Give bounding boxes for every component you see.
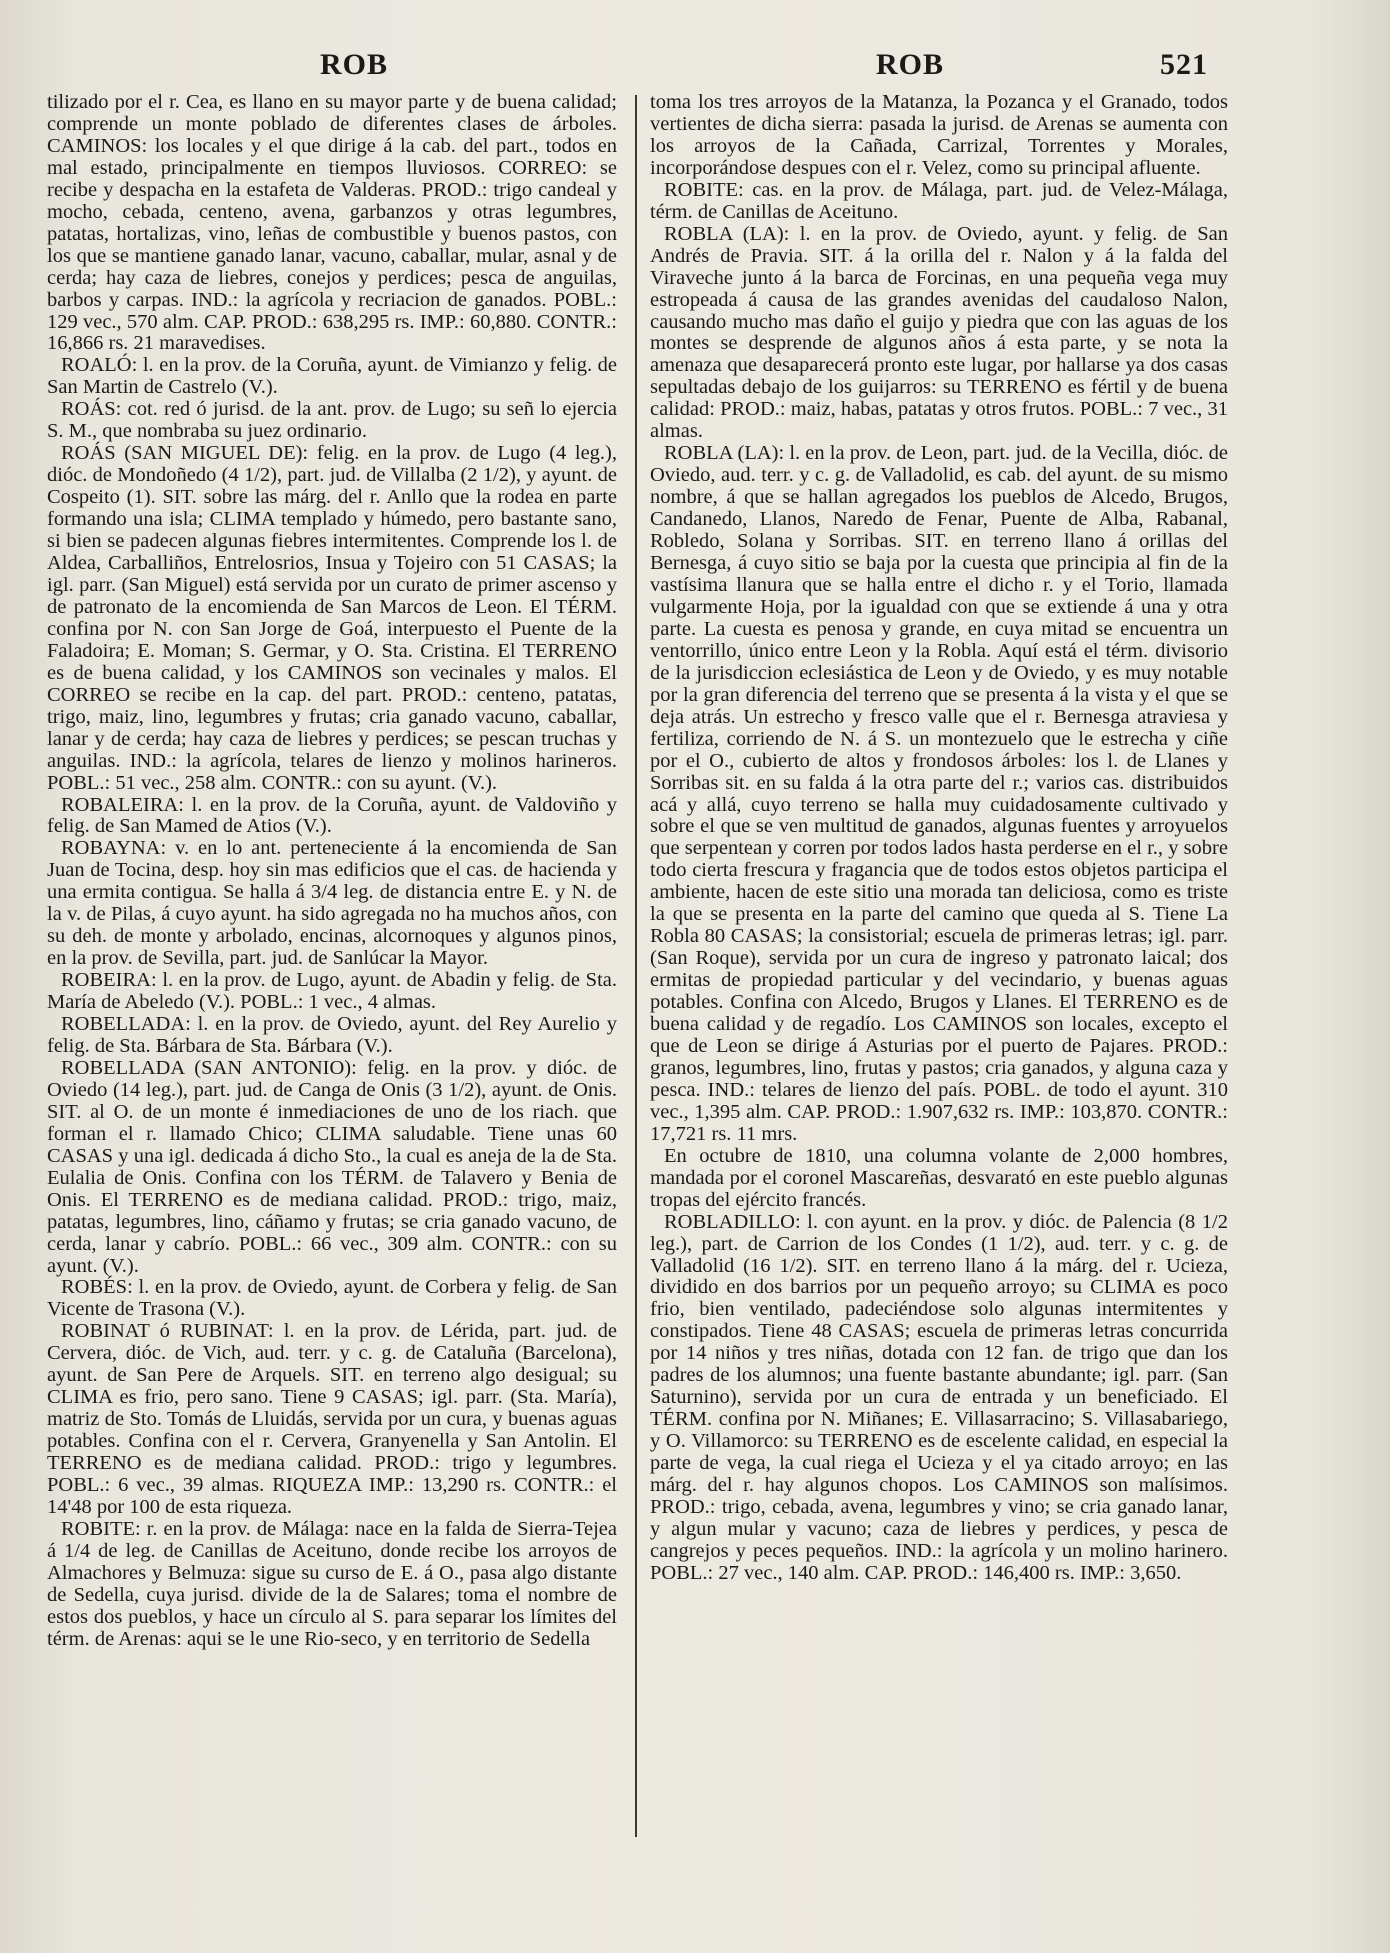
entry-robite-continuation: toma los tres arroyos de la Matanza, la Pozanca y el Granado, todos vertientes de dicha sierra: pasada la jurisd. de Arenas se aumenta con los arroyos de la Cañada, Carrizal, Torrentes y Morales, incorporándose despues con el r. Velez, como su principal afluente. xyxy=(650,92,1228,179)
entry-robeira: ROBEIRA: l. en la prov. de Lugo, ayunt. de Abadin y felig. de Sta. María de Abeledo (V.). POBL.: 1 vec., 4 almas. xyxy=(47,969,617,1014)
entry-roalo: ROALÓ: l. en la prov. de la Coruña, ayunt. de Vimianzo y felig. de San Martin de Castrelo (V.). xyxy=(47,354,617,399)
entry-robla-leon: ROBLA (LA): l. en la prov. de Leon, part. jud. de la Vecilla, dióc. de Oviedo, aud. terr. y c. g. de Valladolid, es cab. del ayunt. de su mismo nombre, á que se hallan agregados los pueblos de Alcedo, Brugos, Candanedo, Llanos, Naredo de Fenar, Puente de Alba, Rabanal, Robledo, Solana y Sorribas. SIT. en terreno llano á orillas del Bernesga, á cuyo sitio se baja por la cuesta que principia al fin de la vastísima llanura que se halla entre el dicho r. y el Torio, llamada vulgarmente Hoja, por la igualdad con que se extiende á una y otra parte. La cuesta es penosa y grande, en cuya mitad se encuentra un ventorrillo, único entre Leon y la Robla. Aquí está el térm. divisorio de la jurisdiccion eclesiástica de Leon y de Oviedo, y es muy notable por la gran diferencia del terreno que se presenta á la vista y el que se deja atrás. Un estrecho y fresco valle que el r. Bernesga atraviesa y fertiliza, corriendo de N. á S. un montezuelo que le estrecha y ciñe por el O., cubierto de altos y frondosos árboles: los l. de Llanes y Sorribas sit. en su falda á la otra parte del r.; varios cas. distribuidos acá y allá, cuyo terreno se halla muy cuidadosamente cultivado y sobre el que se ven multitud de ganados, algunas fuentes y arroyuelos que serpentean y corren por todos lados hasta perderse en el r., y sobre todo cierta frescura y fragancia que de todos estos objetos participa el ambiente, hacen de este sitio una morada tan deliciosa, como es triste la que se presenta en la parte del camino que queda al S. Tiene La Robla 80 CASAS; la consistorial; escuela de primeras letras; igl. parr. (San Roque), servida por un cura de ingreso y patronato laical; dos ermitas de propiedad particular y del vecindario, y buenas aguas potables. Confina con Alcedo, Brugos y Llanes. El TERRENO es de buena calidad y de regadío. Los CAMINOS son locales, excepto el que de Leon se dirige á Asturias por el puerto de Pajares. PROD.: granos, legumbres, lino, frutas y pastos; cria ganados, y alguna caza y pesca. IND.: telares de lienzo del país. POBL. de todo el ayunt. 310 vec., 1,395 alm. CAP. PROD.: 1.907,632 rs. IMP.: 103,870. CONTR.: 17,721 rs. 11 mrs. xyxy=(650,442,1228,1145)
running-header xyxy=(0,48,1390,88)
entry-robladillo: ROBLADILLO: l. con ayunt. en la prov. y dióc. de Palencia (8 1/2 leg.), part. de Carrion de los Condes (1 1/2), aud. terr. y c. g. de Valladolid (16 1/2). SIT. en terreno llano á la márg. del r. Ucieza, dividido en dos barrios por un pequeño arroyo; su CLIMA es poco frio, bien ventilado, padeciéndose solo algunas intermitentes y constipados. Tiene 48 CASAS; escuela de primeras letras concurrida por 14 niños y tres niñas, dotada con 12 fan. de trigo que dan los padres de los alumnos; una fuente bastante abundante; igl. parr. (San Saturnino), servida por un cura de entrada y un beneficiado. El TÉRM. confina por N. Miñanes; E. Villasarracino; S. Villasabariego, y O. Villamorco: su TERRENO es de escelente calidad, en especial la parte de vega, la cual riega el Ucieza y el ya citado arroyo; en las márg. del r. hay algunos chopos. Los CAMINOS son malísimos. PROD.: trigo, cebada, avena, legumbres y vino; se cria ganado lanar, y algun mular y vacuno; caza de liebres y perdices, y pesca de cangrejos y peces pequeños. IND.: la agrícola y un molino harinero. POBL.: 27 vec., 140 alm. CAP. PROD.: 146,400 rs. IMP.: 3,650. xyxy=(650,1210,1228,1584)
entry-continuation: tilizado por el r. Cea, es llano en su mayor parte y de buena calidad; comprende un monte poblado de diferentes clases de árboles. CAMINOS: los locales y el que dirige á la cab. del part., todos en mal estado, principalmente en tiempos lluviosos. CORREO: se recibe y despacha en la estafeta de Valderas. PROD.: trigo candeal y mocho, cebada, centeno, avena, garbanzos y otras legumbres, patatas, hortalizas, vino, leñas de combustible y buenos pastos, con los que se mantiene ganado lanar, vacuno, caballar, mular, asnal y de cerda; hay caza de liebres, conejos y perdices; pesca de anguilas, barbos y carpas. IND.: la agrícola y recriacion de ganados. POBL.: 129 vec., 570 alm. CAP. PROD.: 638,295 rs. IMP.: 60,880. CONTR.: 16,866 rs. 21 maravedises. xyxy=(47,92,617,355)
left-column xyxy=(47,92,617,1942)
entry-robayna: ROBAYNA: v. en lo ant. perteneciente á la encomienda de San Juan de Tocina, desp. hoy sin mas edificios que el cas. de hacienda y una ermita contigua. Se halla á 3/4 leg. de distancia entre E. y N. de la v. de Pilas, á cuyo ayunt. ha sido agregada no ha muchos años, con su deh. de monte y arbolado, encinas, alcornoques y algunos pinos, en la prov. de Sevilla, part. jud. de Sanlúcar la Mayor. xyxy=(47,837,617,970)
entry-roas: ROÁS: cot. red ó jurisd. de la ant. prov. de Lugo; su señ lo ejercia S. M., que nombraba su juez ordinario. xyxy=(47,398,617,443)
header-right-guideword: ROB xyxy=(876,48,945,81)
entry-robla-history: En octubre de 1810, una columna volante de 2,000 hombres, mandada por el coronel Mascareñas, desvarató en este pueblo algunas tropas del ejército francés. xyxy=(650,1144,1228,1211)
page-number: 521 xyxy=(1160,48,1208,81)
entry-robite-river: ROBITE: r. en la prov. de Málaga: nace en la falda de Sierra-Tejea á 1/4 de leg. de Canillas de Aceituno, donde recibe los arroyos de Almachores y Belmuza: sigue su curso de E. á O., pasa algo distante de Sedella, cuya jurisd. divide de la de Salares; toma el nombre de estos dos pueblos, y hace un círculo al S. para separar los límites del térm. de Arenas: aqui se le une Rio-seco, y en territorio de Sedella xyxy=(47,1517,617,1650)
right-column xyxy=(650,92,1228,1852)
header-left-guideword: ROB xyxy=(320,48,389,81)
entry-robla-oviedo: ROBLA (LA): l. en la prov. de Oviedo, ayunt. y felig. de San Andrés de Pravia. SIT. á la orilla del r. Nalon y á la falda del Viraveche junto á la barca de Forcinas, en una pequeña vega muy estropeada á causa de las grandes avenidas del caudaloso Nalon, causando mucho mas daño el guijo y piedra que con las aguas de los montes se desprende de algunos años á esta parte, y se nota la amenaza que desaparecerá pronto este lugar, por hallarse ya dos casas sepultadas debajo de los guijarros: su TERRENO es fértil y de buena calidad: PROD.: maiz, habas, patatas y otros frutos. POBL.: 7 vec., 31 almas. xyxy=(650,222,1228,443)
entry-roas-san-miguel: ROÁS (SAN MIGUEL DE): felig. en la prov. de Lugo (4 leg.), dióc. de Mondoñedo (4 1/2), part. jud. de Villalba (2 1/2), y ayunt. de Cospeito (1). SIT. sobre las márg. del r. Anllo que la rodea en parte formando una isla; CLIMA templado y húmedo, pero bastante sano, si bien se padecen algunas fiebres intermitentes. Comprende los l. de Aldea, Carballiños, Entrelosrios, Insua y Tojeiro con 51 CASAS; la igl. parr. (San Miguel) está servida por un curato de primer ascenso y de patronato de la encomienda de San Marcos de Leon. El TÉRM. confina por N. con San Jorge de Goá, interpuesto el Puente de la Faladoira; E. Moman; S. Germar, y O. Sta. Cristina. El TERRENO es de buena calidad, y los CAMINOS son vecinales y malos. El CORREO se recibe en la cap. del part. PROD.: centeno, patatas, trigo, maiz, lino, legumbres y frutas; cria ganado vacuno, caballar, lanar y de cerda; hay caza de liebres y perdices; se pescan truchas y anguilas. IND.: la agrícola, telares de lienzo y molinos harineros. POBL.: 51 vec., 258 alm. CONTR.: con su ayunt. (V.). xyxy=(47,442,617,794)
entry-robaleira: ROBALEIRA: l. en la prov. de la Coruña, ayunt. de Valdoviño y felig. de San Mamed de Atios (V.). xyxy=(47,793,617,838)
entry-robellada: ROBELLADA: l. en la prov. de Oviedo, ayunt. del Rey Aurelio y felig. de Sta. Bárbara de Sta. Bárbara (V.). xyxy=(47,1013,617,1057)
entry-robinat: ROBINAT ó RUBINAT: l. en la prov. de Lérida, part. jud. de Cervera, dióc. de Vich, aud. terr. y c. g. de Cataluña (Barcelona), ayunt. de San Pere de Arquels. SIT. en terreno algo desigual; su CLIMA es frio, pero sano. Tiene 9 CASAS; igl. parr. (Sta. María), matriz de Sto. Tomás de Lluidás, servida por un cura, y buenas aguas potables. Confina con el r. Cervera, Granyenella y San Antolin. El TERRENO es de mediana calidad. PROD.: trigo y legumbres. POBL.: 6 vec., 39 almas. RIQUEZA IMP.: 13,290 rs. CONTR.: el 14'48 por 100 de esta riqueza. xyxy=(47,1320,617,1518)
entry-robite-cas: ROBITE: cas. en la prov. de Málaga, part. jud. de Velez-Málaga, térm. de Canillas de Aceituno. xyxy=(650,178,1228,223)
entry-robellada-san-antonio: ROBELLADA (SAN ANTONIO): felig. en la prov. y dióc. de Oviedo (14 leg.), part. jud. de Canga de Onis (3 1/2), ayunt. de Onis. SIT. al O. de un monte é inmediaciones de uno de los riach. que forman el r. llamado Chico; CLIMA saludable. Tiene unas 60 CASAS y una igl. dedicada á dicho Sto., la cual es aneja de la de Sta. Eulalia de Onis. Confina con los TÉRM. de Talavero y Benia de Onis. El TERRENO es de mediana calidad. PROD.: trigo, maiz, patatas, legumbres, lino, cáñamo y frutas; se cria ganado vacuno, de cerda, lanar y cabrío. POBL.: 66 vec., 309 alm. CONTR.: con su ayunt. (V.). xyxy=(47,1056,617,1277)
column-divider xyxy=(635,95,637,1837)
entry-robes: ROBÉS: l. en la prov. de Oviedo, ayunt. de Corbera y felig. de San Vicente de Trasona (V.). xyxy=(47,1276,617,1321)
